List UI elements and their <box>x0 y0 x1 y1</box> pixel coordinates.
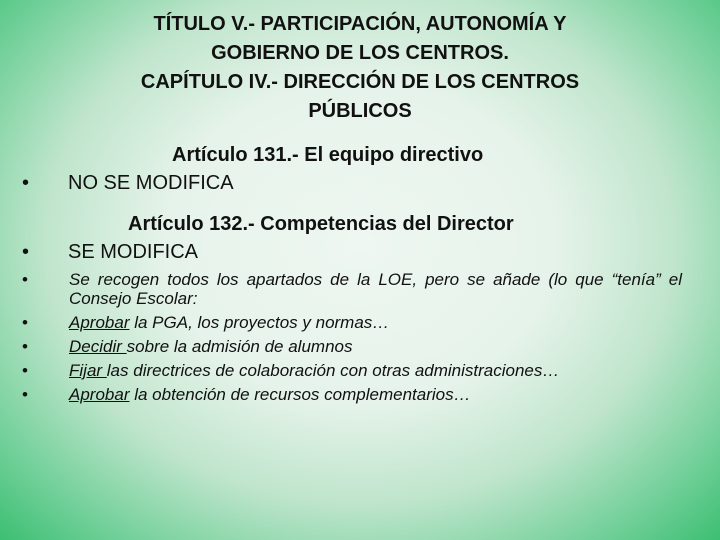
title-line-4: PÚBLICOS <box>308 100 412 122</box>
item-verb: Fijar <box>69 361 107 380</box>
title-line-3: CAPÍTULO IV.- DIRECCIÓN DE LOS CENTROS <box>140 71 580 93</box>
bullet-icon: • <box>22 313 28 332</box>
item-text: la obtención de recursos complementarios… <box>129 385 471 404</box>
article-131-bullet <box>22 172 234 195</box>
bullet-icon: • <box>22 337 28 356</box>
article-132-heading: Artículo 132.- Competencias del Director <box>128 213 514 235</box>
bullet-icon: • <box>22 385 28 404</box>
list-item <box>22 313 682 332</box>
competencias-list <box>22 270 682 409</box>
item-text: las directrices de colaboración con otras administraciones… <box>106 361 560 380</box>
item-verb: Aprobar <box>69 385 130 404</box>
list-item <box>22 337 682 356</box>
bullet-icon: • <box>22 361 28 380</box>
slide-title <box>60 10 660 126</box>
bullet-icon: • <box>22 241 30 263</box>
item-verb: Decidir <box>69 337 127 356</box>
item-text: sobre la admisión de alumnos <box>126 337 353 356</box>
article-132-status: SE MODIFICA <box>68 241 199 263</box>
item-text: la PGA, los proyectos y normas… <box>129 313 390 332</box>
item-text: Se recogen todos los apartados de la LOE, pero se añade (lo que “tenía” el Consejo Escolar: <box>69 270 682 308</box>
article-132-bullet <box>22 241 198 264</box>
article-131-heading: Artículo 131.- El equipo directivo <box>172 144 484 166</box>
list-item <box>22 385 682 404</box>
title-line-1: TÍTULO V.- PARTICIPACIÓN, AUTONOMÍA Y <box>153 13 567 35</box>
list-item <box>22 361 682 380</box>
item-verb: Aprobar <box>69 313 130 332</box>
bullet-icon: • <box>22 270 28 289</box>
article-131-status: NO SE MODIFICA <box>68 172 234 194</box>
bullet-icon: • <box>22 172 30 194</box>
list-item <box>22 270 682 308</box>
title-line-2: GOBIERNO DE LOS CENTROS. <box>211 42 509 64</box>
